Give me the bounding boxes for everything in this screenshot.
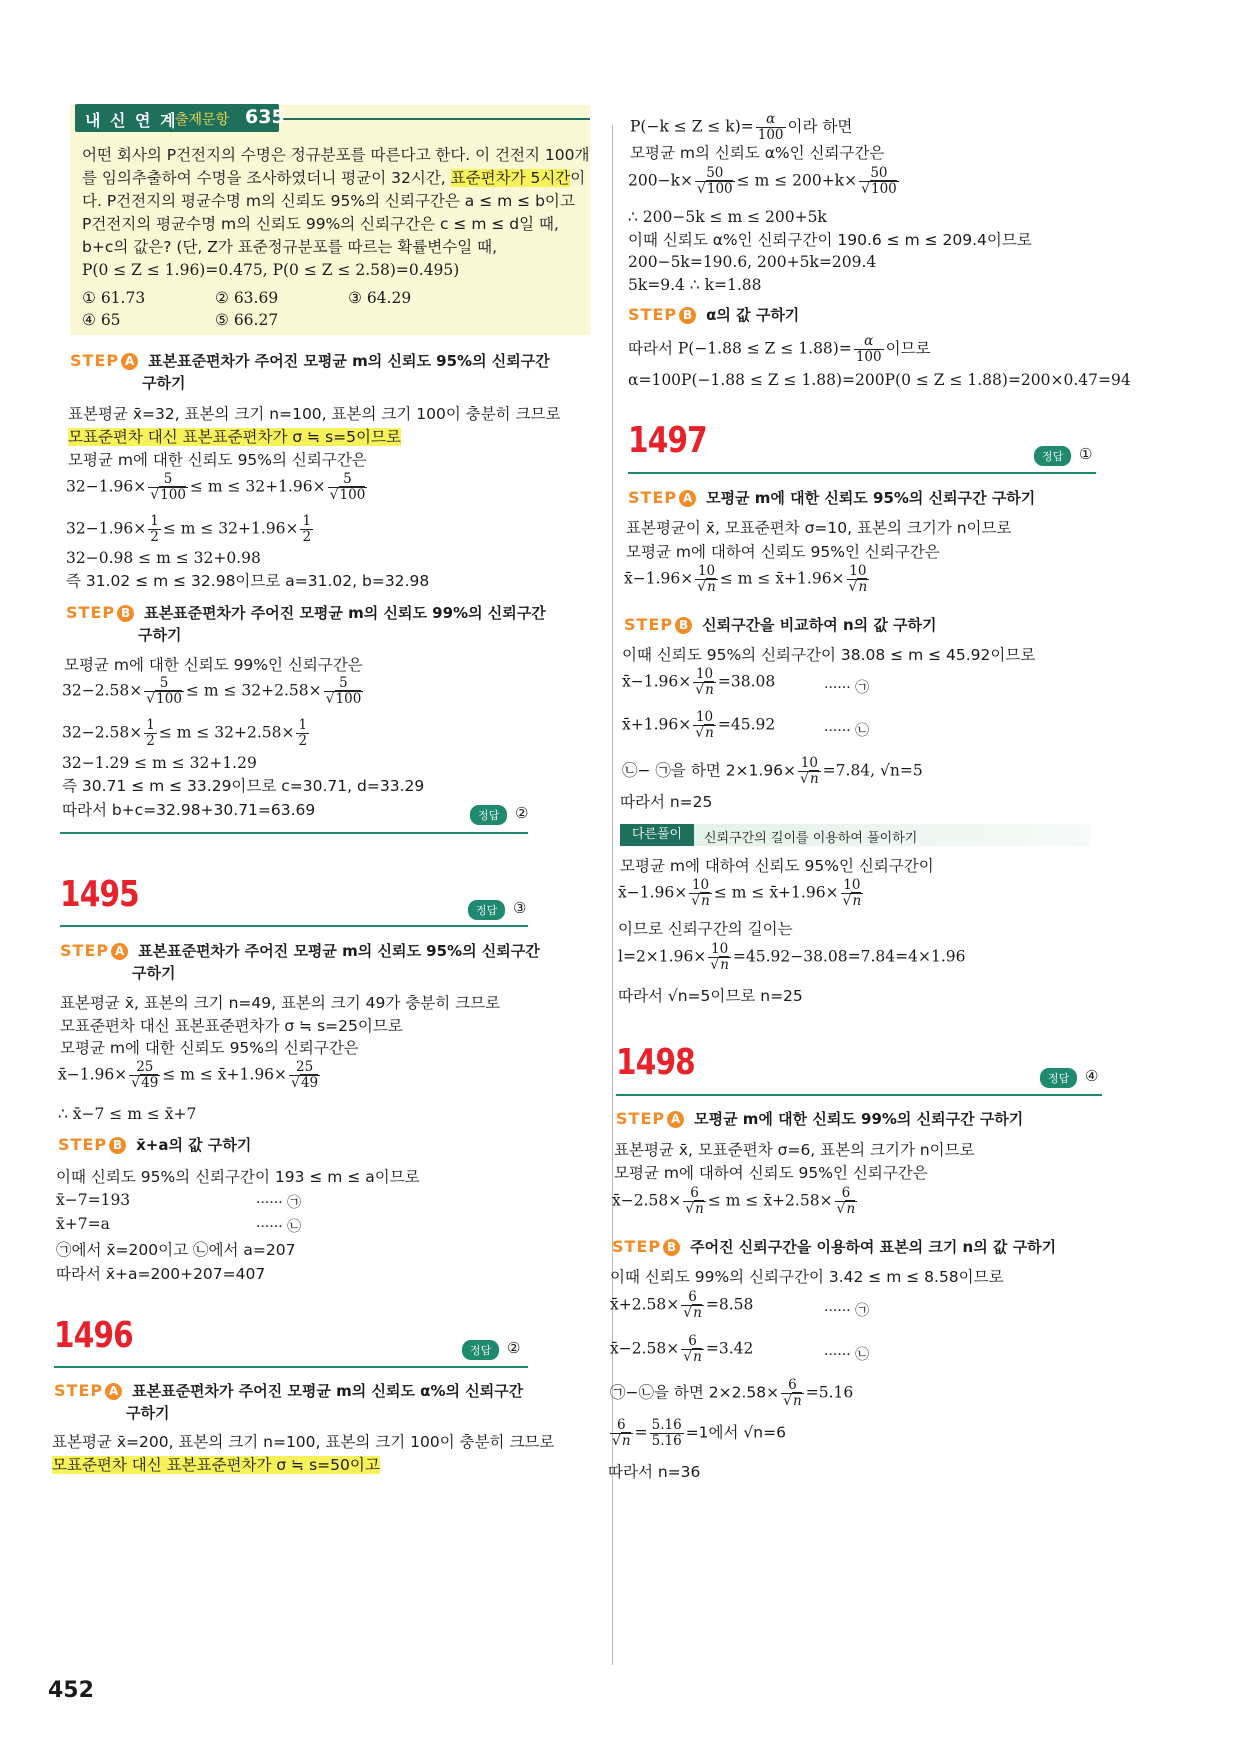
highlight: 모표준편차 대신 표본표준편차가 σ ≒ s=5이므로 <box>68 428 401 446</box>
solution-line <box>68 427 401 447</box>
section-divider <box>616 1094 1102 1096</box>
solution-line: 모표준편차 대신 표본표준편차가 σ ≒ s=25이므로 <box>60 1017 403 1035</box>
equation-marker: ······ ㉡ <box>824 1347 870 1363</box>
equation: 32−2.58× $\frac{5}{√100}$ ≤ m ≤ 32+2.58× $\frac{5}{√100}$ <box>62 675 362 707</box>
problem-line: P건전지의 평균수명 m의 신뢰도 99%의 신뢰구간은 c ≤ m ≤ d일 때, <box>82 215 559 233</box>
equation: x̄−2.58× $\frac{6}{√n}$ ≤ m ≤ x̄+2.58× $\frac{6}{√n}$ <box>612 1185 856 1217</box>
solution-line: 모평균 m에 대한 신뢰도 99%인 신뢰구간은 <box>64 656 363 674</box>
answer-value: ④ <box>1085 1067 1099 1085</box>
step-b-heading: STEP B 표본표준편차가 주어진 모평균 m의 신뢰도 99%의 신뢰구간 <box>66 603 546 622</box>
solution-line: 32−0.98 ≤ m ≤ 32+0.98 <box>66 549 261 567</box>
solution-line: 이므로 신뢰구간의 길이는 <box>618 920 793 938</box>
equation: l=2×1.96× $\frac{10}{√n}$ =45.92−38.08=7.84=4×1.96 <box>618 941 966 973</box>
section-divider <box>628 472 1096 474</box>
equation: ㉠−㉡을 하면 2×2.58× $\frac{6}{√n}$ =5.16 <box>610 1377 854 1409</box>
answer-value: ② <box>507 1339 521 1357</box>
equation-marker: ······ ㉡ <box>256 1219 302 1235</box>
problem-tag-label: 내 신 연 계 <box>85 111 178 130</box>
answer-value: ② <box>515 804 529 822</box>
solution-line: 따라서 n=25 <box>620 793 713 811</box>
equation: 따라서 P(−1.88 ≤ Z ≤ 1.88)= $\frac{\alpha}{100}$ 이므로 <box>628 333 931 365</box>
choice: ⑤ 66.27 <box>215 311 279 329</box>
solution-line: 표본평균 x̄, 표본의 크기 n=49, 표본의 크기 49가 충분히 크므로 <box>60 994 501 1012</box>
step-b-heading: STEP B 신뢰구간을 비교하여 n의 값 구하기 <box>624 615 937 634</box>
answer-value: ① <box>1079 445 1093 463</box>
solution-line <box>52 1455 380 1475</box>
highlight: 모표준편차 대신 표본표준편차가 σ ≒ s=50이고 <box>52 1456 380 1474</box>
problem-tag-number: 635 <box>245 106 285 128</box>
equation: P(−k ≤ Z ≤ k)= $\frac{\alpha}{100}$ 이라 하면 <box>630 111 853 143</box>
step-a-heading: STEP A 모평균 m에 대한 신뢰도 95%의 신뢰구간 구하기 <box>628 488 1036 507</box>
solution-line: ∴ x̄−7 ≤ m ≤ x̄+7 <box>58 1105 197 1123</box>
answer-badge: 정답 <box>1040 1068 1077 1088</box>
solution-line: 32−1.29 ≤ m ≤ 32+1.29 <box>62 754 257 772</box>
section-divider <box>54 1366 528 1368</box>
equation: $\frac{6}{√n}$ = $\frac{5.16}{5.16}$ =1에서 √n=6 <box>612 1417 786 1449</box>
problem-number: 1497 <box>628 420 707 461</box>
solution-line: ㉠에서 x̄=200이고 ㉡에서 a=207 <box>56 1241 296 1259</box>
step-heading-cont: 구하기 <box>132 964 176 982</box>
solution-line: 표본평균 x̄=200, 표본의 크기 n=100, 표본의 크기 100이 충분히 크므로 <box>52 1433 555 1451</box>
solution-line: 따라서 n=36 <box>608 1463 701 1481</box>
equation: x̄−1.96× $\frac{10}{√n}$ ≤ m ≤ x̄+1.96× $\frac{10}{√n}$ <box>624 563 868 595</box>
answer-badge: 정답 <box>468 900 505 920</box>
solution-line: 모평균 m에 대하여 신뢰도 95%인 신뢰구간은 <box>626 543 940 561</box>
solution-line: 따라서 b+c=32.98+30.71=63.69 <box>62 801 316 819</box>
choice: ③ 64.29 <box>348 289 412 307</box>
step-a-heading: STEP A 표본표준편차가 주어진 모평균 m의 신뢰도 α%의 신뢰구간 <box>54 1381 524 1400</box>
solution-line: x̄−7=193 <box>56 1191 131 1209</box>
equation: x̄−1.96× $\frac{10}{√n}$ ≤ m ≤ x̄+1.96× $\frac{10}{√n}$ <box>618 877 862 909</box>
solution-line: 이때 신뢰도 95%의 신뢰구간이 38.08 ≤ m ≤ 45.92이므로 <box>622 646 1036 664</box>
problem-tag-line <box>275 118 590 120</box>
problem-line: 어떤 회사의 P건전지의 수명은 정규분포를 따른다고 한다. 이 건전지 100개 <box>82 146 590 164</box>
step-a-heading: STEP A 표본표준편차가 주어진 모평균 m의 신뢰도 95%의 신뢰구간 <box>60 941 540 960</box>
step-heading-cont: 구하기 <box>142 374 186 392</box>
problem-line: 를 임의추출하여 수명을 조사하였더니 평균이 32시간, 표준편차가 5시간이 <box>82 169 586 187</box>
step-a-heading: STEP A 모평균 m에 대한 신뢰도 99%의 신뢰구간 구하기 <box>616 1109 1024 1128</box>
solution-line: 200−5k=190.6, 200+5k=209.4 <box>628 253 877 271</box>
equation: x̄+2.58× $\frac{6}{√n}$ =8.58 <box>610 1289 754 1321</box>
choice: ② 63.69 <box>215 289 279 307</box>
solution-line: 즉 31.02 ≤ m ≤ 32.98이므로 a=31.02, b=32.98 <box>66 572 430 590</box>
solution-line: 5k=9.4 ∴ k=1.88 <box>628 276 762 294</box>
answer-badge: 정답 <box>462 1340 499 1360</box>
solution-line: 표본평균 x̄, 모표준편차 σ=6, 표본의 크기가 n이므로 <box>614 1141 975 1159</box>
equation: x̄−1.96× $\frac{25}{√49}$ ≤ m ≤ x̄+1.96× $\frac{25}{√49}$ <box>58 1059 319 1091</box>
problem-number: 1496 <box>54 1315 133 1356</box>
highlight: 표준편차가 5시간 <box>450 169 571 187</box>
problem-number: 1495 <box>60 874 139 915</box>
solution-line: ∴ 200−5k ≤ m ≤ 200+5k <box>628 208 827 226</box>
equation: ㉡− ㉠을 하면 2×1.96× $\frac{10}{√n}$ =7.84, √n=5 <box>622 755 923 787</box>
solution-line: 모평균 m에 대하여 신뢰도 95%인 신뢰구간이 <box>620 857 934 875</box>
equation: x̄−2.58× $\frac{6}{√n}$ =3.42 <box>610 1333 754 1365</box>
solution-line: x̄+7=a <box>56 1215 110 1233</box>
section-divider <box>60 925 528 927</box>
problem-tag-sub: 출제문항 <box>175 112 230 128</box>
alt-solution-title: 신뢰구간의 길이를 이용하여 풀이하기 <box>704 831 918 846</box>
solution-line: 이때 신뢰도 95%의 신뢰구간이 193 ≤ m ≤ a이므로 <box>56 1168 420 1186</box>
answer-value: ③ <box>513 899 527 917</box>
step-a-heading: STEP A 표본표준편차가 주어진 모평균 m의 신뢰도 95%의 신뢰구간 <box>70 351 550 370</box>
equation: 200−k× $\frac{50}{√100}$ ≤ m ≤ 200+k× $\frac{50}{√100}$ <box>628 165 897 197</box>
alt-solution-tag: 다른풀이 <box>620 824 694 846</box>
solution-line: 모평균 m에 대한 신뢰도 95%의 신뢰구간은 <box>60 1039 359 1057</box>
equation: x̄+1.96× $\frac{10}{√n}$ =45.92 <box>622 709 776 741</box>
solution-line: 모평균 m에 대하여 신뢰도 95%인 신뢰구간은 <box>614 1164 928 1182</box>
problem-line: P(0 ≤ Z ≤ 1.96)=0.475, P(0 ≤ Z ≤ 2.58)=0.495) <box>82 261 460 279</box>
solution-line: 표본평균 x̄=32, 표본의 크기 n=100, 표본의 크기 100이 충분히 크므로 <box>68 405 561 423</box>
solution-line: 따라서 x̄+a=200+207=407 <box>56 1265 266 1283</box>
choice: ④ 65 <box>82 311 121 329</box>
answer-badge: 정답 <box>470 805 507 825</box>
solution-line: 모평균 m의 신뢰도 α%인 신뢰구간은 <box>630 144 885 162</box>
equation: 32−2.58× $\frac{1}{2}$ ≤ m ≤ 32+2.58× $\frac{1}{2}$ <box>62 717 308 749</box>
problem-line: 다. P건전지의 평균수명 m의 신뢰도 95%의 신뢰구간은 a ≤ m ≤ b이고 <box>82 192 575 210</box>
step-heading-cont: 구하기 <box>126 1404 170 1422</box>
step-b-heading: STEP B 주어진 신뢰구간을 이용하여 표본의 크기 n의 값 구하기 <box>612 1237 1057 1256</box>
answer-badge: 정답 <box>1034 446 1071 466</box>
equation-marker: ······ ㉠ <box>824 1303 870 1319</box>
step-b-heading: STEP B α의 값 구하기 <box>628 305 800 324</box>
equation: 32−1.96× $\frac{1}{2}$ ≤ m ≤ 32+1.96× $\frac{1}{2}$ <box>66 513 312 545</box>
equation: x̄−1.96× $\frac{10}{√n}$ =38.08 <box>622 666 776 698</box>
solution-line: 모평균 m에 대한 신뢰도 95%의 신뢰구간은 <box>68 451 367 469</box>
page-number: 452 <box>48 1678 94 1703</box>
solution-line: 따라서 √n=5이므로 n=25 <box>618 987 803 1005</box>
problem-line: b+c의 값은? (단, Z가 표준정규분포를 따르는 확률변수일 때, <box>82 238 498 256</box>
problem-number: 1498 <box>616 1042 695 1083</box>
step-b-heading: STEP B x̄+a의 값 구하기 <box>58 1135 252 1154</box>
equation: 32−1.96× $\frac{5}{√100}$ ≤ m ≤ 32+1.96× $\frac{5}{√100}$ <box>66 471 366 503</box>
solution-line: α=100P(−1.88 ≤ Z ≤ 1.88)=200P(0 ≤ Z ≤ 1.88)=200×0.47=94 <box>628 371 1131 389</box>
equation-marker: ······ ㉠ <box>824 680 870 696</box>
solution-line: 이때 신뢰도 α%인 신뢰구간이 190.6 ≤ m ≤ 209.4이므로 <box>628 231 1032 249</box>
problem-tag <box>75 104 285 132</box>
choice: ① 61.73 <box>82 289 146 307</box>
equation-marker: ······ ㉠ <box>256 1195 302 1211</box>
step-heading-cont: 구하기 <box>138 626 182 644</box>
solution-line: 즉 30.71 ≤ m ≤ 33.29이므로 c=30.71, d=33.29 <box>62 777 425 795</box>
solution-line: 이때 신뢰도 99%의 신뢰구간이 3.42 ≤ m ≤ 8.58이므로 <box>610 1268 1004 1286</box>
solution-line: 표본평균이 x̄, 모표준편차 σ=10, 표본의 크기가 n이므로 <box>626 519 1012 537</box>
section-divider <box>60 832 528 834</box>
equation-marker: ······ ㉡ <box>824 723 870 739</box>
